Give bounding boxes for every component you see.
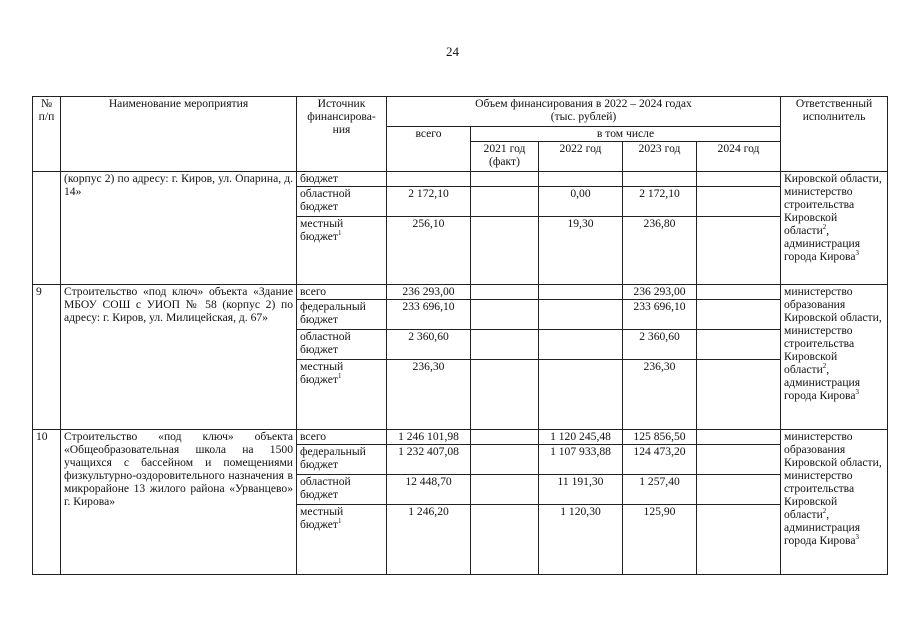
- table-header: [33, 97, 888, 172]
- header-executor: Ответственный исполнитель: [781, 97, 888, 172]
- funding-source: [297, 187, 387, 217]
- funding-source: [297, 505, 387, 575]
- funding-source: [297, 445, 387, 475]
- funding-source-label: областной бюджет: [300, 475, 351, 501]
- amount-y2024: [697, 172, 781, 187]
- amount-y2022: 1 107 933,88: [539, 445, 623, 475]
- amount-y2023: 2 172,10: [623, 187, 697, 217]
- footnote-marker: 2: [822, 223, 827, 232]
- amount-total: 12 448,70: [387, 475, 471, 505]
- amount-y2021: [471, 445, 539, 475]
- table-row: [33, 430, 888, 445]
- amount-y2021: [471, 430, 539, 445]
- responsible-executor: [781, 430, 888, 575]
- funding-source-label: бюджет: [300, 172, 338, 185]
- amount-y2022: [539, 300, 623, 330]
- amount-total: 2 360,60: [387, 330, 471, 360]
- footnote-marker: 1: [337, 229, 342, 238]
- executor-text: , администрация города Кирова: [784, 508, 861, 547]
- header-2024: 2024 год: [697, 142, 781, 172]
- header-incl: в том числе: [471, 127, 781, 142]
- funding-source-label: федеральный бюджет: [300, 300, 366, 326]
- table-body: [33, 172, 888, 575]
- amount-y2023: 125,90: [623, 505, 697, 575]
- amount-y2022: 11 191,30: [539, 475, 623, 505]
- footnote-marker: 2: [822, 507, 827, 516]
- funding-source: [297, 300, 387, 330]
- footnote-marker: 3: [855, 249, 859, 258]
- header-name: Наименование мероприятия: [61, 97, 297, 172]
- footnote-marker: 1: [337, 517, 342, 526]
- funding-source-label: всего: [300, 430, 327, 443]
- amount-y2021: [471, 285, 539, 300]
- footnote-marker: 3: [855, 388, 859, 397]
- executor-text: , администрация города Кирова: [784, 363, 861, 402]
- amount-total: 1 246 101,98: [387, 430, 471, 445]
- item-name: Строительство «под ключ» объекта «Общеобразовательная школа на 1500 учащихся с бассейном и помещениями физкультурно-оздоровительного назначения в микрорайоне 13 жилого района «Урванцево» г. Кирова»: [61, 430, 297, 575]
- funding-source: [297, 172, 387, 187]
- funding-source: [297, 217, 387, 285]
- amount-total: 1 232 407,08: [387, 445, 471, 475]
- responsible-executor: [781, 285, 888, 430]
- amount-y2023: 236 293,00: [623, 285, 697, 300]
- footnote-marker: 3: [855, 533, 859, 542]
- amount-y2022: 1 120,30: [539, 505, 623, 575]
- amount-total: 236 293,00: [387, 285, 471, 300]
- responsible-executor: [781, 172, 888, 285]
- executor-text: Кировской области, министерство строительства Кировской области: [784, 172, 882, 237]
- amount-y2022: [539, 330, 623, 360]
- amount-y2024: [697, 217, 781, 285]
- header-volume-line2: (тыс. рублей): [550, 110, 617, 123]
- funding-source: [297, 360, 387, 430]
- funding-source-label: местный бюджет: [300, 217, 344, 243]
- amount-y2023: [623, 172, 697, 187]
- item-number: 9: [33, 285, 61, 430]
- amount-y2024: [697, 300, 781, 330]
- amount-y2024: [697, 430, 781, 445]
- header-2021: 2021 год (факт): [471, 142, 539, 172]
- amount-y2021: [471, 505, 539, 575]
- amount-y2024: [697, 445, 781, 475]
- amount-total: 2 172,10: [387, 187, 471, 217]
- funding-source: [297, 285, 387, 300]
- amount-y2023: 2 360,60: [623, 330, 697, 360]
- header-num: № п/п: [33, 97, 61, 172]
- amount-y2021: [471, 172, 539, 187]
- amount-y2024: [697, 330, 781, 360]
- amount-total: 236,30: [387, 360, 471, 430]
- amount-y2023: 233 696,10: [623, 300, 697, 330]
- item-name: Строительство «под ключ» объекта «Здание МБОУ СОШ с УИОП № 58 (корпус 2) по адресу: г. Киров, ул. Милицейская, д. 67»: [61, 285, 297, 430]
- amount-y2021: [471, 217, 539, 285]
- funding-source-label: федеральный бюджет: [300, 445, 366, 471]
- funding-source: [297, 430, 387, 445]
- amount-y2021: [471, 475, 539, 505]
- amount-y2022: [539, 285, 623, 300]
- item-number: 10: [33, 430, 61, 575]
- header-2023: 2023 год: [623, 142, 697, 172]
- amount-y2021: [471, 187, 539, 217]
- funding-source-label: всего: [300, 285, 327, 298]
- item-name: (корпус 2) по адресу: г. Киров, ул. Опарина, д. 14»: [61, 172, 297, 285]
- amount-total: 1 246,20: [387, 505, 471, 575]
- amount-y2024: [697, 505, 781, 575]
- header-2022: 2022 год: [539, 142, 623, 172]
- item-number: [33, 172, 61, 285]
- header-total: всего: [387, 127, 471, 172]
- amount-y2022: 0,00: [539, 187, 623, 217]
- funding-source: [297, 330, 387, 360]
- executor-text: , администрация города Кирова: [784, 224, 861, 263]
- amount-y2023: 124 473,20: [623, 445, 697, 475]
- amount-y2024: [697, 360, 781, 430]
- amount-y2022: [539, 172, 623, 187]
- amount-y2023: 236,30: [623, 360, 697, 430]
- amount-y2022: 1 120 245,48: [539, 430, 623, 445]
- amount-total: 256,10: [387, 217, 471, 285]
- header-source: Источник финансирова-ния: [297, 97, 387, 172]
- amount-y2023: 125 856,50: [623, 430, 697, 445]
- amount-y2021: [471, 330, 539, 360]
- amount-y2021: [471, 360, 539, 430]
- financing-table: [32, 96, 888, 575]
- footnote-marker: 1: [337, 372, 342, 381]
- amount-total: 233 696,10: [387, 300, 471, 330]
- executor-text: министерство образования Кировской области, министерство строительства Кировской области: [784, 285, 882, 376]
- amount-y2024: [697, 187, 781, 217]
- amount-y2021: [471, 300, 539, 330]
- amount-y2022: 19,30: [539, 217, 623, 285]
- funding-source: [297, 475, 387, 505]
- amount-y2023: 236,80: [623, 217, 697, 285]
- amount-y2022: [539, 360, 623, 430]
- table-row: [33, 172, 888, 187]
- header-volume-line1: Объем финансирования в 2022 – 2024 годах: [475, 97, 692, 110]
- funding-source-label: областной бюджет: [300, 330, 351, 356]
- amount-y2024: [697, 475, 781, 505]
- page-number: 24: [446, 44, 459, 59]
- header-volume: [387, 97, 781, 127]
- amount-y2024: [697, 285, 781, 300]
- amount-y2023: 1 257,40: [623, 475, 697, 505]
- funding-source-label: местный бюджет: [300, 505, 344, 531]
- funding-source-label: местный бюджет: [300, 360, 344, 386]
- table-row: [33, 285, 888, 300]
- footnote-marker: 2: [822, 362, 827, 371]
- funding-source-label: областной бюджет: [300, 187, 351, 213]
- amount-total: [387, 172, 471, 187]
- executor-text: министерство образования Кировской области, министерство строительства Кировской области: [784, 430, 882, 521]
